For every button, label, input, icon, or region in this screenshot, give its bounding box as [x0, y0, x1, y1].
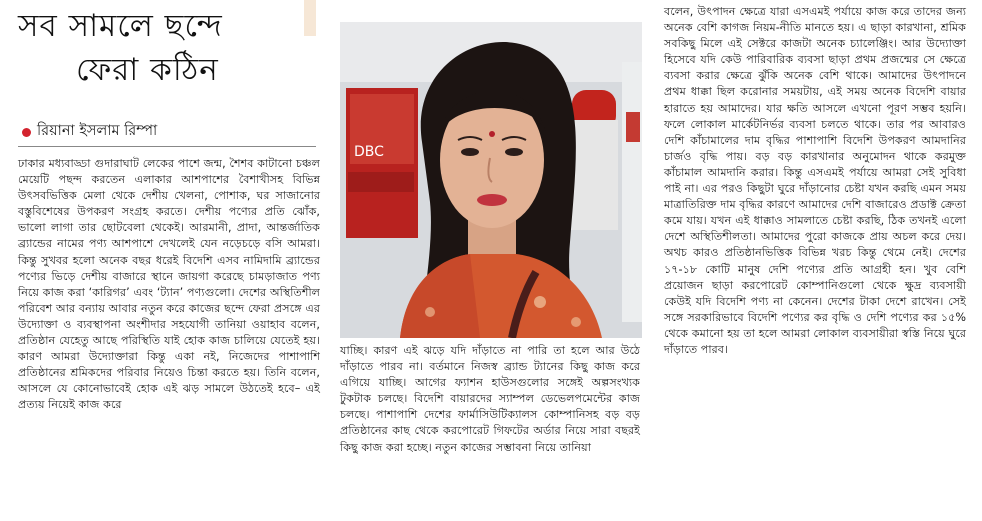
headline-line-2: ফেরা কঠিন — [76, 52, 219, 88]
article-column-3 — [664, 4, 966, 358]
photo-tv-logo: DBC — [354, 144, 384, 160]
headline-line-1: সব সামলে ছন্দে — [18, 8, 223, 44]
article-column-2 — [340, 343, 640, 456]
column-1-text: ঢাকার মধ্যবাড্ডা গুদারাঘাট লেকের পাশে জন্ম, শৈশব কাটানো চঞ্চল মেয়েটি পছন্দ করতেন এলাকার আশপাশের বৈশাখীসহ বিভিন্ন উৎসবভিত্তিক মেলা থেকে দেশীয় খেলনা, পোশাক, ঘর সাজানোর বস্তুবিশেষের উপকরণ সংগ্রহ করতে। দেশীয় পণ্যের প্রতি ঝোঁক, ভালো লাগা তার ছোটবেলা থেকেই। আরমানী, প্রাদা, আন্তর্জাতিক ব্র্যান্ডের নামের পণ্য আশপাশে দেখলেই যেন নড়েচড়ে বসি আমরা। কিন্তু সুখবর হলো অনেক বছর ধরেই বিদেশি এসব নামিদামি ব্র্যান্ডের পণ্যের ভিড়ে দেশীয় বাজারে স্থানে জায়গা করেছে চামড়াজাত পণ্য নিয়ে কাজ করা ‘কারিগর’ এবং ‘ট্যান’ পণ্যগুলো। দেশের অস্থিতিশীল পরিবেশ আর বন্যায় আবার নতুন করে কাজের ছন্দে ফেরা প্রসঙ্গে এর উদ্যোক্তা ও ব্যবস্থাপনা অংশীদার সহযোগী তানিয়া ওয়াহাব বলেন, প্রতিষ্ঠান যেহেতু আছে পরিস্থিতি যাই হোক কাজ চালিয়ে যেতেই হয়। কারণ আমরা উদ্যোক্তারা কিন্তু একা নই, নিজেদের পাশাপাশি প্রতিষ্ঠানের শ্রমিকদের পরিবার নিয়েও চিন্তা করতে হয়। তিনি বলেন, আসলে যে কোনোভাবেই হোক এই ঝড় সামলে উঠতেই হবে– এই প্রত্যয় নিয়েই কাজ করে — [18, 157, 320, 412]
portrait-photo — [340, 22, 642, 338]
byline-divider — [18, 146, 316, 147]
article-column-1 — [18, 156, 320, 414]
article-headline — [18, 4, 318, 92]
column-2-text: যাচ্ছি। কারণ এই ঝড়ে যদি দাঁড়াতে না পারি তা হলে আর উঠে দাঁড়াতে পারব না। বর্তমানে নিজস্ব ব্র্যান্ড ট্যানের কিছু কাজ করে এগিয়ে যাচ্ছি। আগের ফ্যাশন হাউসগুলোর সঙ্গেই অল্পসংখ্যক টুকটাক চলছে। বিদেশি বায়ারদের স্যাম্পল ডেভেলপমেন্টের কাজ চলছে। পাশাপাশি দেশের ফার্মাসিউটিক্যালস কোম্পানিসহ বড় বড় প্রতিষ্ঠানের কাছ থেকে করপোরেট গিফটের অর্ডার নিয়ে সারা বছরই কিছু কাজ করা হচ্ছে। নতুন কাজের সম্ভাবনা নিয়ে তানিয়া — [340, 344, 640, 454]
byline — [22, 120, 157, 144]
column-3-text: বলেন, উৎপাদন ক্ষেত্রে যারা এসএমই পর্যায়ে কাজ করে তাদের জন্য অনেক বেশি কাগজ নিয়ম-নীতি মানতে হয়। এ ছাড়া কারখানা, শ্রমিক সবকিছু মিলে এই সেক্টরে কাজটা অনেক চ্যালেঞ্জিং। আর উদ্যোক্তা হিসেবে যদি কেউ পারিবারিক ব্যবসা ছাড়া প্রথম প্রজন্মের সে ক্ষেত্রে ব্যবসা করার ক্ষেত্রে ঝুঁকি অনেক বেশি থাকে। আমাদের উৎপাদনে প্রথম ধাক্কা ছিল করোনার সময়টায়, এই সময় অনেক বিদেশি বায়ার হারাতে হয় আমাদের। যার ক্ষতি আসলে এখনো পূরণ সম্ভব হয়নি। ফলে লোকাল মার্কেটনির্ভর ব্যবসা চলতে থাকে। তার পর আবারও দেশি কাঁচামালের দাম বৃদ্ধির পাশাপাশি বিদেশি উপকরণ আমদানির চার্জও বৃদ্ধি পায়। বড় বড় কারখানার অনুমোদন থাকে করমুক্ত কাঁচামাল আমদানি করার। কিন্তু এসএমই পর্যায়ে আমরা সেই সুবিধা পাই না। এর পরও কিছুটা ঘুরে দাঁড়ানোর চেষ্টা যখন করছি এমন সময় মাত্রাতিরিক্ত দাম বৃদ্ধির কারণে আমাদের দেশি বাজারেও প্রডাক্ট ক্রেতা কমে যায়। যখন এই ধাক্কাও সামলাতে চেষ্টা করছি, ঠিক তখনই এলো দেশে অস্থিতিশীলতা। আমাদের পুরো কাজকে প্রায় অচল করে দেয়। অথচ কারও প্রতিষ্ঠানভিত্তিক বিভিন্ন খরচ কিন্তু থেমে নেই। দেশের ১৭-১৮ কোটি মানুষ দেশি পণ্যের প্রতি আগ্রহী হন। খুব বেশি প্রয়োজন ছাড়া করপোরেট কোম্পানিগুলো থেকে ক্ষুদ্র ব্যবসায়ী কেউই যদি বিদেশি পণ্য না কেনেন। দেশের টাকা দেশে রাখেন। সেই সঙ্গে সরকারিভাবে বিদেশি পণ্যের কর বৃদ্ধি ও দেশি পণ্যের কর ১৫% থেকে কমানো হয় তা হলে আমরা লোকাল ব্যবসায়ীরা স্বস্তি নিয়ে ঘুরে দাঁড়াতে পারব। — [664, 5, 966, 356]
portrait-illustration — [340, 22, 642, 338]
bullet-icon — [22, 128, 31, 137]
author-name: রিয়ানা ইসলাম রিম্পা — [37, 123, 158, 139]
